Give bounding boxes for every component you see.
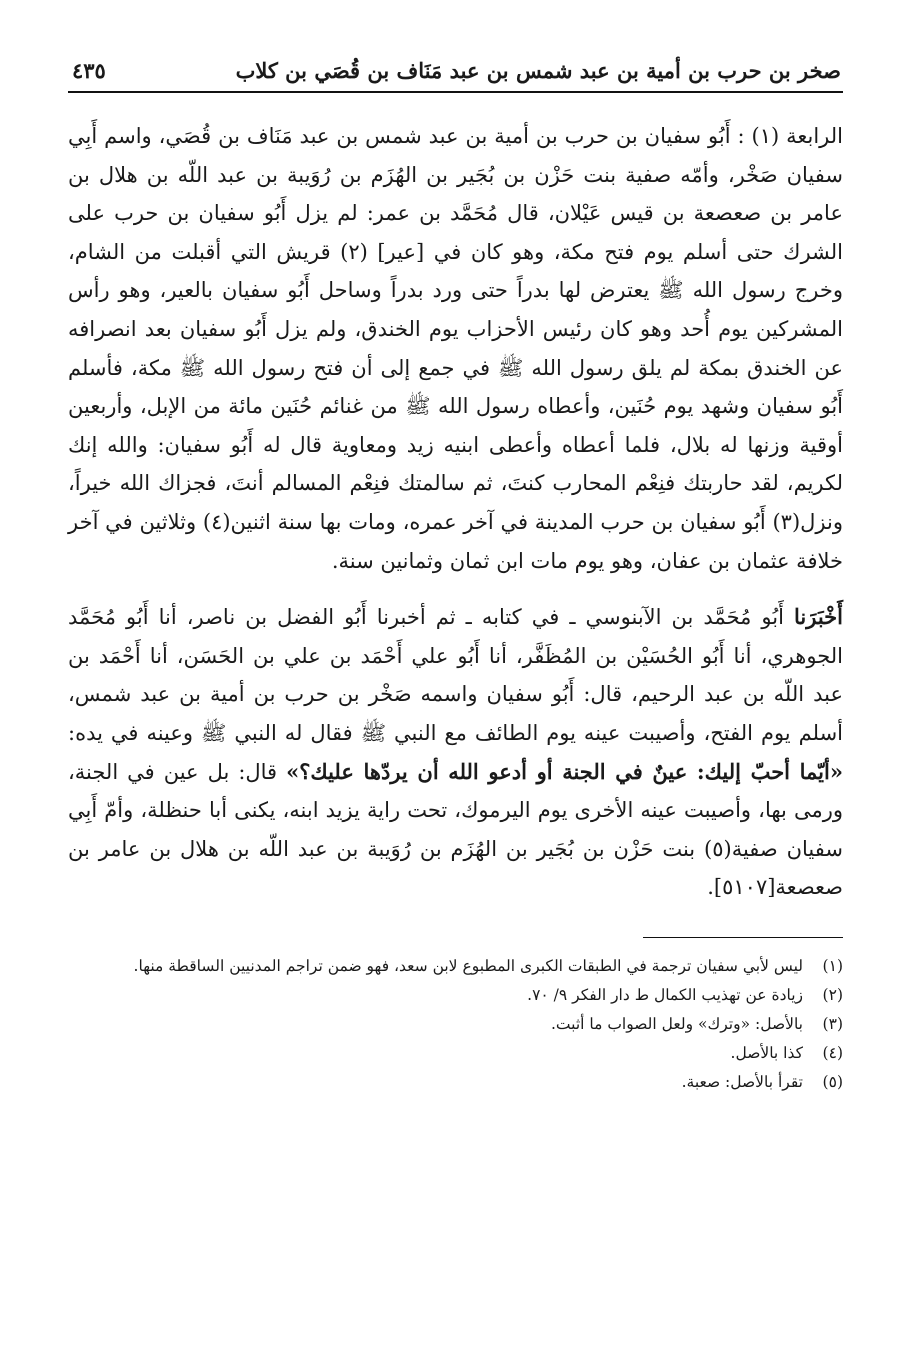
footnote-text: زيادة عن تهذيب الكمال ط دار الفكر ٩/ ٧٠.: [527, 985, 803, 1004]
page-number: ٤٣٥: [72, 58, 106, 83]
footnote-number: (٥): [822, 1072, 843, 1091]
footnotes: [68, 952, 843, 1097]
running-title: صخر بن حرب بن أمية بن عبد شمس بن عبد مَنَاف بن قُصَي بن كلاب: [235, 58, 841, 83]
footnote-text: تقرأ بالأصل: صعبة.: [681, 1072, 803, 1091]
footnote-text: ليس لأبي سفيان ترجمة في الطبقات الكبرى المطبوع لابن سعد، فهو ضمن تراجم المدنيين الساقطة منها.: [133, 956, 803, 975]
running-header: [68, 58, 843, 91]
footnote-number: (٤): [822, 1043, 843, 1062]
footnote-text: بالأصل: «وترك» ولعل الصواب ما أثبت.: [551, 1014, 803, 1033]
paragraph-biography: الرابعة (١) : أَبُو سفيان بن حرب بن أمية بن عبد شمس بن عبد مَنَاف بن قُصَي، واسم أَبِي سفيان صَخْر، وأمّه صفية بنت حَزْن بن بُجَير بن الهُزَم بن رُوَيبة بن عبد اللّه بن هلال بن عامر بن صعصعة بن قيس عَيْلان، قال مُحَمَّد بن عمر: لم يزل أَبُو سفيان بن حرب على الشرك حتى أسلم يوم فتح مكة، وهو كان في [عير] (٢) قريش التي أقبلت من الشام، وخرج رسول الله ﷺ يعترض لها بدراً حتى ورد بدراً وساحل أَبُو سفيان بالعير، وهو رأس المشركين يوم أُحد وهو كان رئيس الأحزاب يوم الخندق، ولم يزل أَبُو سفيان بعد انصرافه عن الخندق بمكة لم يلق رسول الله ﷺ في جمع إلى أن فتح رسول الله ﷺ مكة، فأسلم أَبُو سفيان وشهد يوم حُنَين، وأعطاه رسول الله ﷺ من غنائم حُنَين مائة من الإبل، وأربعين أوقية وزنها له بلال، فلما أعطاه وأعطى ابنيه زيد ومعاوية قال له أَبُو سفيان: والله إنك لكريم، لقد حاربتك فنِعْم المحارب كنتَ، ثم سالمتك فنِعْم المسالم أنتَ، فجزاك الله خيراً، ونزل(٣) أَبُو سفيان بن حرب المدينة في آخر عمره، ومات بها سنة اثنين(٤) وثلاثين في آخر خلافة عثمان بن عفان، وهو يوم مات ابن ثمان وثمانين سنة.: [68, 124, 843, 573]
narration-text: أَبُو مُحَمَّد بن الآبنوسي ـ في كتابه ـ ثم أخبرنا أَبُو الفضل بن ناصر، أنا أَبُو مُحَمَّد الجوهري، أنا أَبُو الحُسَيْن بن المُظَفَّر، أنا أَبُو علي أَحْمَد بن علي بن الحَسَن، أنا أَحْمَد بن عبد اللّه بن عبد الرحيم، قال: أَبُو سفيان واسمه صَخْر بن حرب بن أمية بن عبد شمس، أسلم يوم الفتح، وأصيبت عينه يوم الطائف مع النبي ﷺ فقال له النبي ﷺ وعينه في يده:: [68, 605, 843, 745]
footnote-number: (٣): [822, 1014, 843, 1033]
narration-lead-word: أَخْبَرَنا: [794, 604, 843, 630]
footnote: [68, 952, 843, 981]
footnote-divider: [643, 937, 843, 938]
footnote: [68, 1010, 843, 1039]
footnote: [68, 981, 843, 1010]
footnote-number: (١): [822, 956, 843, 975]
main-text: [68, 117, 843, 907]
header-rule: [68, 91, 843, 93]
prophetic-quote: «أيّما أحبّ إليك: عينٌ في الجنة أو أدعو الله أن يردّها عليك؟»: [286, 758, 843, 784]
paragraph-narration: [68, 598, 843, 907]
footnote-text: كذا بالأصل.: [730, 1043, 803, 1062]
narration-text-end: قال: بل عين في الجنة، ورمى بها، وأصيبت عينه الأخرى يوم اليرموك، تحت راية يزيد ابنه، يكنى أبا حنظلة، وأمّ أَبِي سفيان صفية(٥) بنت حَزْن بن بُجَير بن الهُزَم بن رُوَيبة بن عبد اللّه بن هلال بن عامر بن صعصعة[٥١٠٧].: [68, 759, 843, 900]
footnote: [68, 1068, 843, 1097]
footnote: [68, 1039, 843, 1068]
footnote-number: (٢): [822, 985, 843, 1004]
